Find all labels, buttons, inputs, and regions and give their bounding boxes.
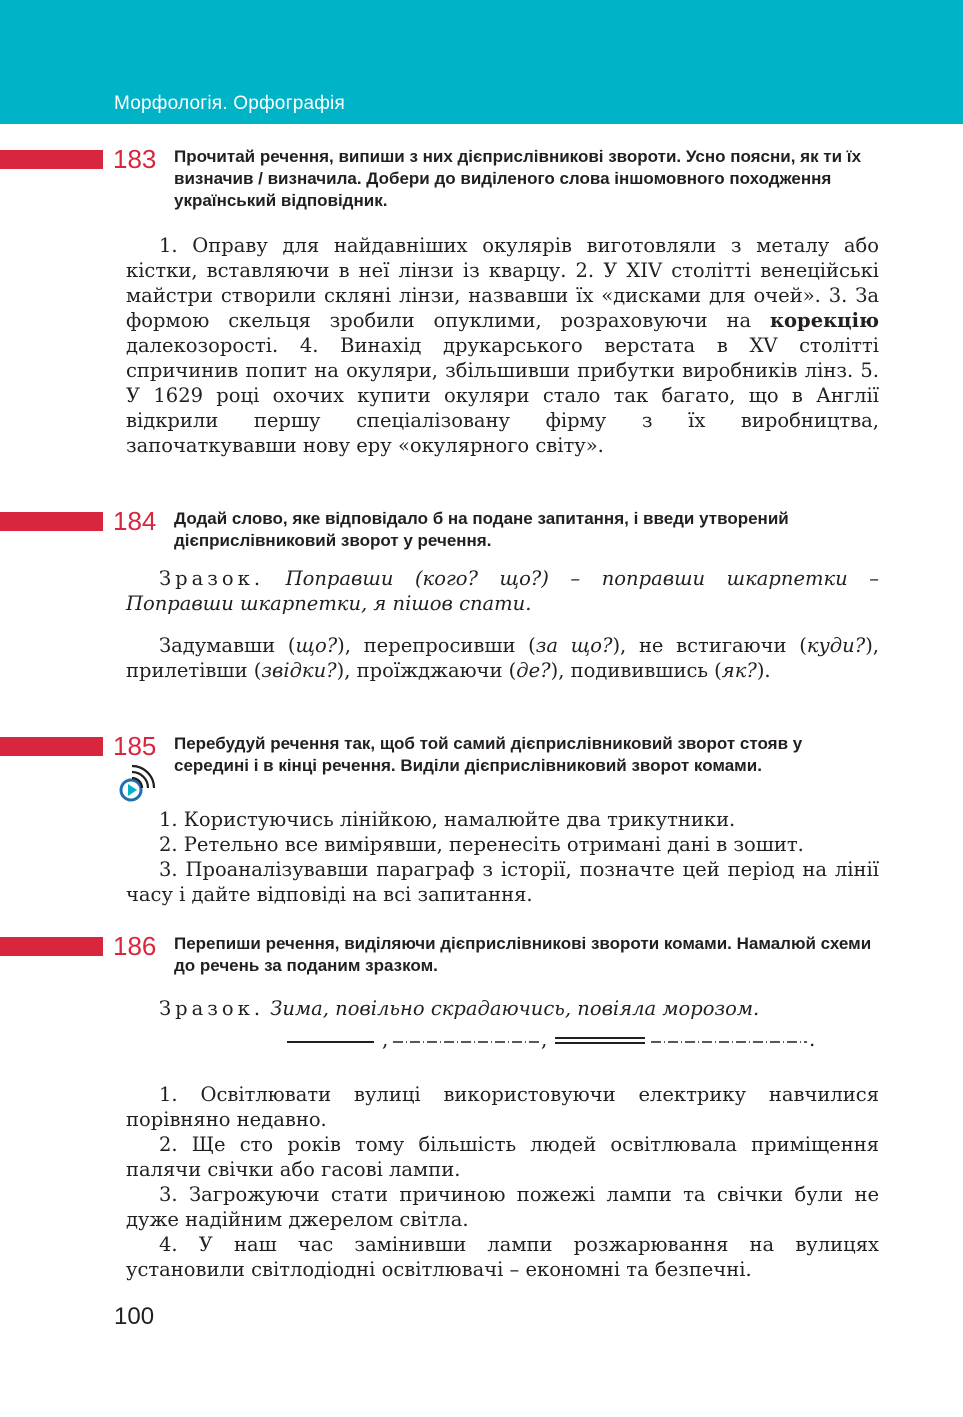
exercise-text — [126, 233, 879, 458]
task-question: що? — [295, 634, 338, 657]
sample-text: Зима, повільно скрадаючись, повіяла морозом. — [270, 997, 760, 1020]
exercise-number: 184 — [113, 506, 157, 536]
task-question: звідки? — [261, 659, 337, 682]
exercise-number: 183 — [113, 144, 157, 174]
sentence: 3. Загрожуючи стати причиною пожежі лампи та свічки були не дуже надійним джерелом світла. — [126, 1183, 879, 1231]
exercise-task: Перепиши речення, виділяючи дієприслівникові звороти комами. Намалюй схеми до речень за поданим зразком. — [174, 934, 872, 975]
audio-play-icon[interactable] — [116, 760, 160, 804]
task-question: куди? — [806, 634, 866, 657]
highlighted-word: корекцію — [769, 309, 879, 332]
task-word: перепросивши (за що?), — [363, 634, 639, 657]
exercise-number: 186 — [113, 931, 157, 961]
svg-text:,: , — [541, 1027, 548, 1051]
header-band — [0, 0, 963, 124]
exercise-task: Додай слово, яке відповідало б на подане запитання, і введи утворений дієприслівниковий зворот у речення. — [174, 509, 789, 550]
sample-label: Зразок. — [159, 567, 265, 590]
sentence-schema — [287, 1027, 827, 1051]
word-list — [126, 633, 879, 683]
sentence-list — [126, 807, 879, 907]
sentence: 1. Користуючись лінійкою, намалюйте два трикутники. — [159, 808, 736, 831]
sentence: 3. Проаналізувавши параграф з історії, позначте цей період на лінії часу і дайте відповіді на всі запитання. — [126, 858, 879, 906]
sentence: 2. Ретельно все вимірявши, перенесіть отримані дані в зошит. — [159, 833, 804, 856]
page-number: 100 — [114, 1303, 155, 1330]
sentence: 1. Освітлювати вулиці використовуючи електрику навчилися порівняно недавно. — [126, 1083, 879, 1131]
sample-label: Зразок. — [159, 997, 265, 1020]
sample-block — [126, 566, 879, 616]
exercise-marker-bar — [0, 512, 103, 531]
svg-text:.: . — [809, 1027, 816, 1051]
exercise-task: Прочитай речення, випиши з них дієприслівникові звороти. Усно поясни, як ти їх визначив / визначила. Добери до виділеного слова іншомовного походження український відповідник. — [174, 147, 862, 210]
exercise-number: 185 — [113, 731, 157, 761]
exercise-marker-bar — [0, 937, 103, 956]
exercise-marker-bar — [0, 737, 103, 756]
sentence: 2. Ще сто років тому більшість людей освітлювала приміщення палячи свічки або гасові лампи. — [126, 1133, 879, 1181]
section-title: Морфологія. Орфографія — [114, 93, 345, 114]
task-word: подивившись (як?). — [570, 659, 771, 682]
sample-block — [126, 996, 879, 1021]
task-question: за що? — [535, 634, 613, 657]
sentence-list — [126, 1082, 879, 1282]
text-part: далекозорості. 4. Винахід друкарського верстата в XV столітті спричинив попит на окуляри, збільшивши прибутки виробників лінз. 5. У 1629 році охочих купити окуляри стало так багато, що в Англії відкрили першу спеціалізовану фірму з їх виробництва, започаткувавши нову еру «окулярного світу». — [126, 334, 879, 457]
text-part: 1. Оправу для найдавніших окулярів виготовляли з металу або кістки, вставляючи в неї лінзи із кварцу. 2. У XIV столітті венеційські майстри створили скляні лінзи, назвавши їх «дисками для очей». 3. За формою скельця зробили опуклими, розраховуючи на — [126, 234, 879, 332]
task-word: прилетівши (звідки?), — [126, 659, 357, 682]
exercise-task: Перебудуй речення так, щоб той самий дієприслівниковий зворот стояв у середині і в кінці речення. Виділи дієприслівниковий зворот комами. — [174, 734, 803, 775]
sentence: 4. У наш час замінивши лампи розжарювання на вулицях установили світлодіодні освітлювачі – економні та безпечні. — [126, 1233, 879, 1281]
svg-text:,: , — [382, 1027, 389, 1051]
task-word: проїжджаючи (де?), — [356, 659, 571, 682]
task-word: Задумавши (що?), — [159, 634, 364, 657]
task-question: де? — [516, 659, 551, 682]
exercise-marker-bar — [0, 150, 103, 169]
task-word: не встигаючи (куди?), — [638, 634, 879, 657]
task-question: як? — [721, 659, 757, 682]
sample-text: Поправши (кого? що?) – поправши шкарпетки – Поправши шкарпетки, я пішов спати. — [126, 567, 879, 615]
